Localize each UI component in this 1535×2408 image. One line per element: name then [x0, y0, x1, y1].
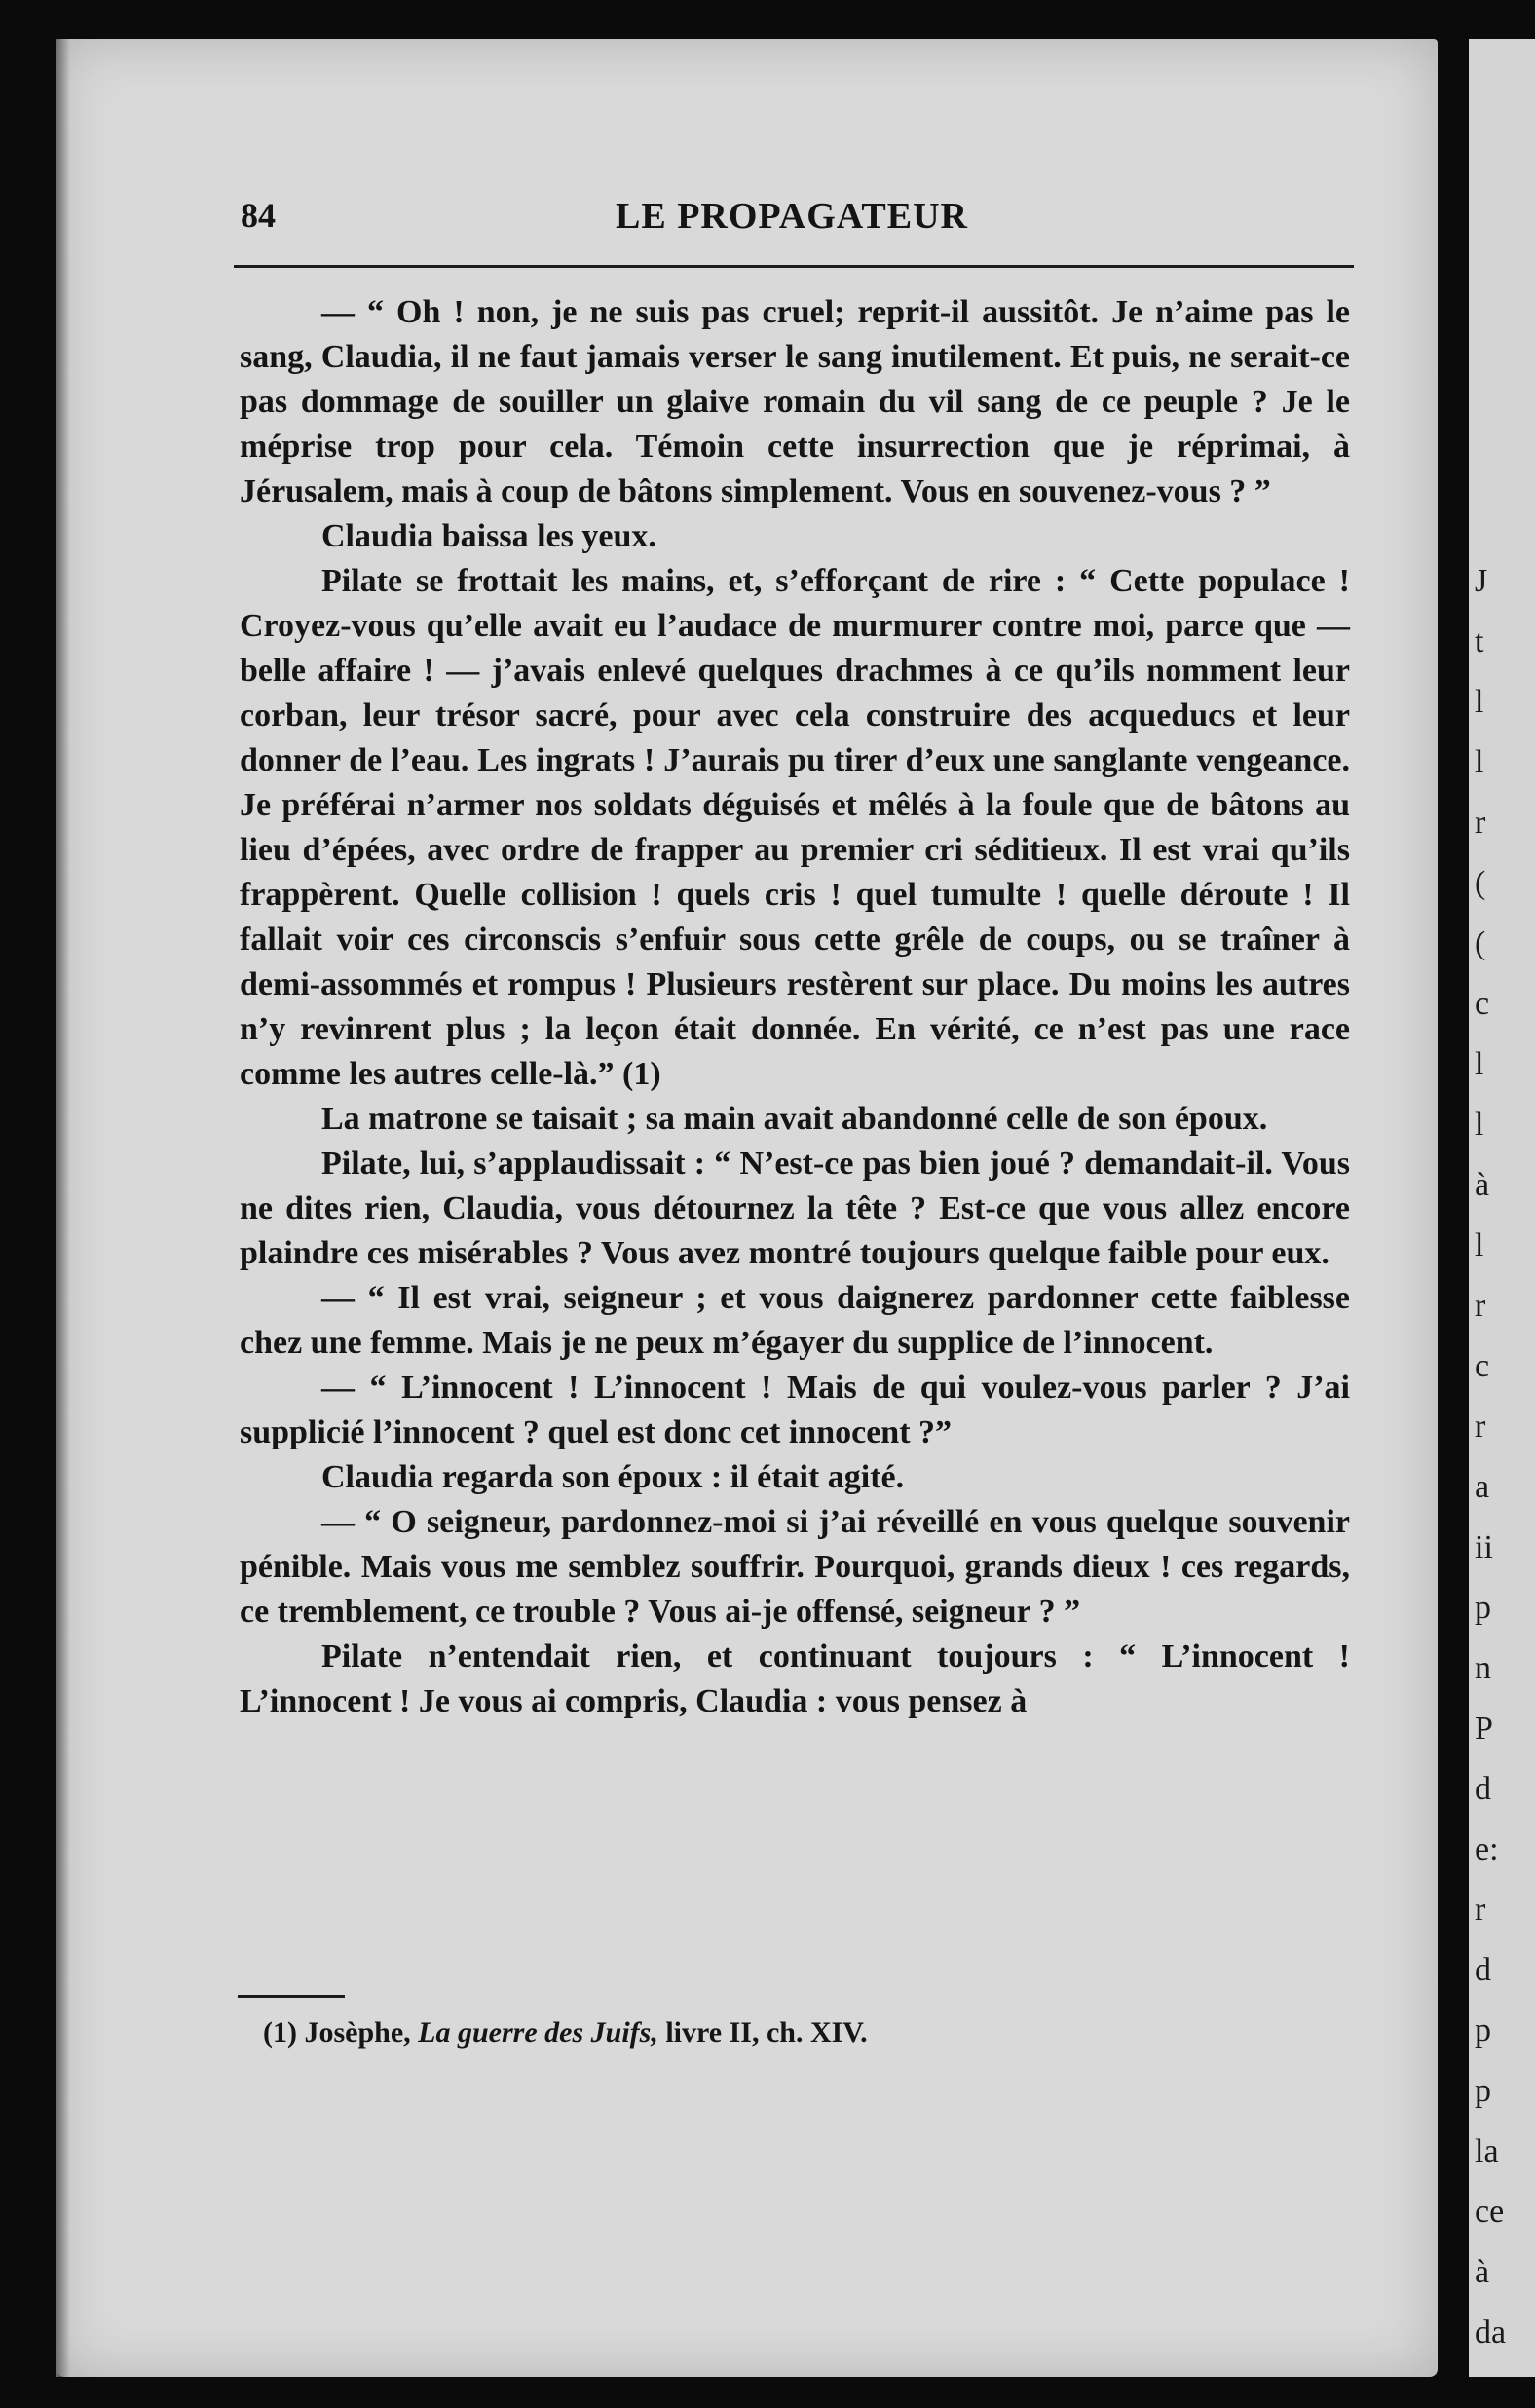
adjacent-page-letter: r [1475, 1288, 1486, 1324]
adjacent-page-letter: à [1475, 2254, 1490, 2290]
adjacent-page-letter: l [1475, 1046, 1484, 1082]
paragraph: La matrone se taisait ; sa main avait abandonné celle de son époux. [321, 1101, 1268, 1137]
adjacent-page-letter: P [1475, 1711, 1493, 1747]
header-rule [234, 265, 1354, 268]
adjacent-page-letter: la [1475, 2133, 1499, 2169]
paragraph: — “ Oh ! non, je ne suis pas cruel; reprit-il aussitôt. Je n’aime pas le sang, Claudia, il ne faut jamais verser le sang inutilement. Et puis, ne serait-ce pas dommage de souiller un glaive romain du vil sang de ce peuple ? Je le méprise trop pour cela. Témoin cette insurrection que je réprimai, à Jérusalem, mais à coup de bâtons simplement. Vous en souvenez-vous ? ” [240, 294, 1350, 509]
adjacent-page-letter: ce [1475, 2194, 1505, 2230]
adjacent-page-letter: l [1475, 684, 1484, 720]
adjacent-page-letter: c [1475, 1348, 1490, 1384]
body-text [240, 290, 1350, 1724]
footnote [263, 2016, 868, 2050]
adjacent-page-letter: p [1475, 1590, 1491, 1626]
adjacent-page-letter: ( [1475, 865, 1486, 901]
paragraph: Pilate se frottait les mains, et, s’efforçant de rire : “ Cette populace ! Croyez-vous qu’elle avait eu l’audace de murmurer contre moi, parce que — belle affaire ! — j’avais enlevé quelques drachmes à ce qu’ils nomment leur corban, leur trésor sacré, pour avec cela construire des acqueducs et leur donner de l’eau. Les ingrats ! J’aurais pu tirer d’eux une sanglante vengeance. Je préférai n’armer nos soldats déguisés et mêlés à la foule que de bâtons au lieu d’épées, avec ordre de frapper au premier cri séditieux. Il est vrai qu’ils frappèrent. Quelle collision ! quels cris ! quel tumulte ! quelle déroute ! Il fallait voir ces circonscis s’enfuir sous cette grêle de coups, ou se traîner à demi-assommés et rompus ! Plusieurs restèrent sur place. Du moins les autres n’y revinrent plus ; la leçon était donnée. En vérité, ce n’est pas une race comme les autres celle-là.” (1) [240, 563, 1350, 1092]
paragraph: — “ O seigneur, pardonnez-moi si j’ai réveillé en vous quelque souvenir pénible. Mais vous me semblez souffrir. Pourquoi, grands dieux ! ces regards, ce tremblement, ce trouble ? Vous ai-je offensé, seigneur ? ” [240, 1504, 1350, 1630]
adjacent-page-letter: l [1475, 1227, 1484, 1263]
adjacent-page-letter: e: [1475, 1831, 1499, 1867]
running-title: LE PROPAGATEUR [616, 196, 968, 237]
adjacent-page-letter: l [1475, 744, 1484, 780]
adjacent-page-edge [1469, 39, 1535, 2377]
adjacent-page-letter: l [1475, 1107, 1484, 1143]
adjacent-page-letter: p [1475, 2013, 1491, 2049]
adjacent-page-letter: d [1475, 1952, 1491, 1988]
adjacent-page-letter: a [1475, 1469, 1490, 1505]
page-header [241, 195, 1343, 253]
footnote-marker: (1) [263, 2016, 297, 2049]
footnote-title: La guerre des Juifs, [418, 2016, 658, 2049]
page-number: 84 [241, 196, 276, 235]
adjacent-page-letter: r [1475, 805, 1486, 841]
adjacent-page-letter: J [1475, 563, 1488, 599]
adjacent-page-letter: r [1475, 1409, 1486, 1445]
adjacent-page-letter: c [1475, 986, 1490, 1022]
paragraph: Pilate n’entendait rien, et continuant toujours : “ L’innocent ! L’innocent ! Je vous ai compris, Claudia : vous pensez à [240, 1638, 1350, 1719]
paragraph: — “ L’innocent ! L’innocent ! Mais de qui voulez-vous parler ? J’ai supplicié l’innocent ? quel est donc cet innocent ?” [240, 1370, 1350, 1450]
adjacent-page-letter: n [1475, 1650, 1491, 1686]
adjacent-page-letter: p [1475, 2073, 1491, 2109]
paragraph: Claudia baissa les yeux. [321, 518, 656, 554]
adjacent-page-letter: r [1475, 1892, 1486, 1928]
adjacent-page-letter: t [1475, 623, 1484, 659]
adjacent-page-letter: ( [1475, 925, 1486, 961]
page-gutter-shadow [56, 39, 70, 2377]
footnote-reference: livre II, ch. XIV. [665, 2016, 868, 2049]
adjacent-page-letter: ii [1475, 1529, 1493, 1565]
paragraph: Pilate, lui, s’applaudissait : “ N’est-ce pas bien joué ? demandait-il. Vous ne dites rien, Claudia, vous détournez la tête ? Est-ce que vous allez encore plaindre ces misérables ? Vous avez montré toujours quelque faible pour eux. [240, 1146, 1350, 1271]
paragraph: — “ Il est vrai, seigneur ; et vous daignerez pardonner cette faiblesse chez une femme. Mais je ne peux m’égayer du supplice de l’innocent. [240, 1280, 1350, 1361]
paragraph: Claudia regarda son époux : il était agité. [321, 1459, 905, 1495]
adjacent-page-letter: d [1475, 1771, 1491, 1807]
footnote-rule [238, 1995, 345, 1998]
footnote-author: Josèphe, [304, 2016, 411, 2049]
adjacent-page-letter: à [1475, 1167, 1490, 1203]
adjacent-page-letter: da [1475, 2314, 1507, 2351]
